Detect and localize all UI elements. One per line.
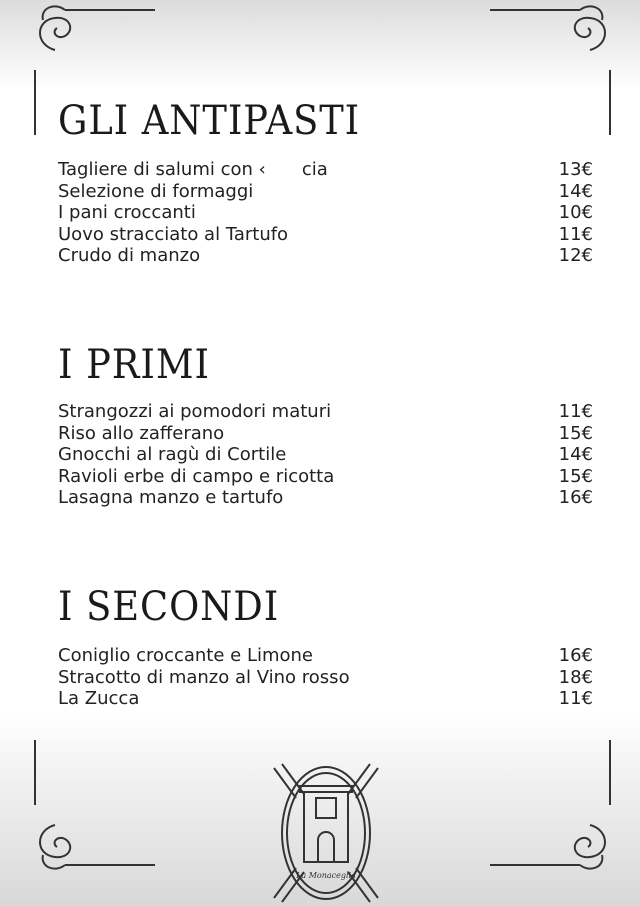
item-price: 16€	[558, 645, 593, 666]
item-price: 12€	[558, 245, 593, 266]
item-name: Coniglio croccante e Limone	[58, 645, 314, 666]
menu-item	[58, 224, 593, 246]
menu-item	[58, 401, 593, 423]
menu-item	[58, 645, 593, 667]
item-price: 15€	[558, 465, 593, 487]
item-price: 15€	[558, 422, 593, 444]
item-price: 11€	[558, 223, 593, 245]
item-price: 13€	[558, 159, 593, 180]
item-price: 16€	[558, 487, 593, 508]
section-title-antipasti: GLI ANTIPASTI	[58, 98, 361, 144]
menu-item	[58, 423, 593, 445]
item-name: Selezione di formaggi	[58, 180, 254, 202]
item-name: Stracotto di manzo al Vino rosso	[58, 666, 350, 688]
item-price: 11€	[558, 401, 593, 422]
secondi-list	[58, 645, 593, 710]
item-name: Lasagna manzo e tartufo	[58, 487, 284, 508]
item-name: Strangozzi ai pomodori maturi	[58, 401, 332, 422]
section-title-primi: I PRIMI	[58, 342, 210, 388]
item-price: 10€	[558, 202, 593, 223]
antipasti-list	[58, 159, 593, 267]
menu-item	[58, 444, 593, 466]
item-price: 14€	[558, 444, 593, 465]
item-name: Riso allo zafferano	[58, 422, 225, 444]
corner-ornament-bottom-right	[480, 735, 620, 875]
restaurant-logo	[268, 760, 384, 906]
menu-item	[58, 667, 593, 689]
menu-item	[58, 466, 593, 488]
corner-ornament-bottom-left	[25, 735, 165, 875]
menu-item	[58, 181, 593, 203]
item-name: Ravioli erbe di campo e ricotta	[58, 465, 335, 487]
menu-item	[58, 202, 593, 224]
item-price: 14€	[558, 180, 593, 202]
item-name: Crudo di manzo	[58, 245, 201, 266]
item-price: 18€	[558, 666, 593, 688]
section-title-secondi: I SECONDI	[58, 584, 280, 630]
menu-item	[58, 159, 593, 181]
item-name: Gnocchi al ragù di Cortile	[58, 444, 287, 465]
menu-item	[58, 688, 593, 710]
item-price: 11€	[558, 688, 593, 709]
svg-text:La Monaceglia: La Monaceglia	[296, 871, 356, 880]
menu-item	[58, 487, 593, 509]
item-name: Uovo stracciato al Tartufo	[58, 223, 289, 245]
menu-item	[58, 245, 593, 267]
corner-ornament-top-right	[480, 0, 620, 140]
item-name: I pani croccanti	[58, 202, 196, 223]
item-name-part: cia	[301, 159, 328, 180]
primi-list	[58, 401, 593, 509]
item-name: La Zucca	[58, 688, 140, 709]
item-name-part: Tagliere di salumi con ‹	[58, 159, 266, 180]
item-name	[58, 159, 328, 181]
